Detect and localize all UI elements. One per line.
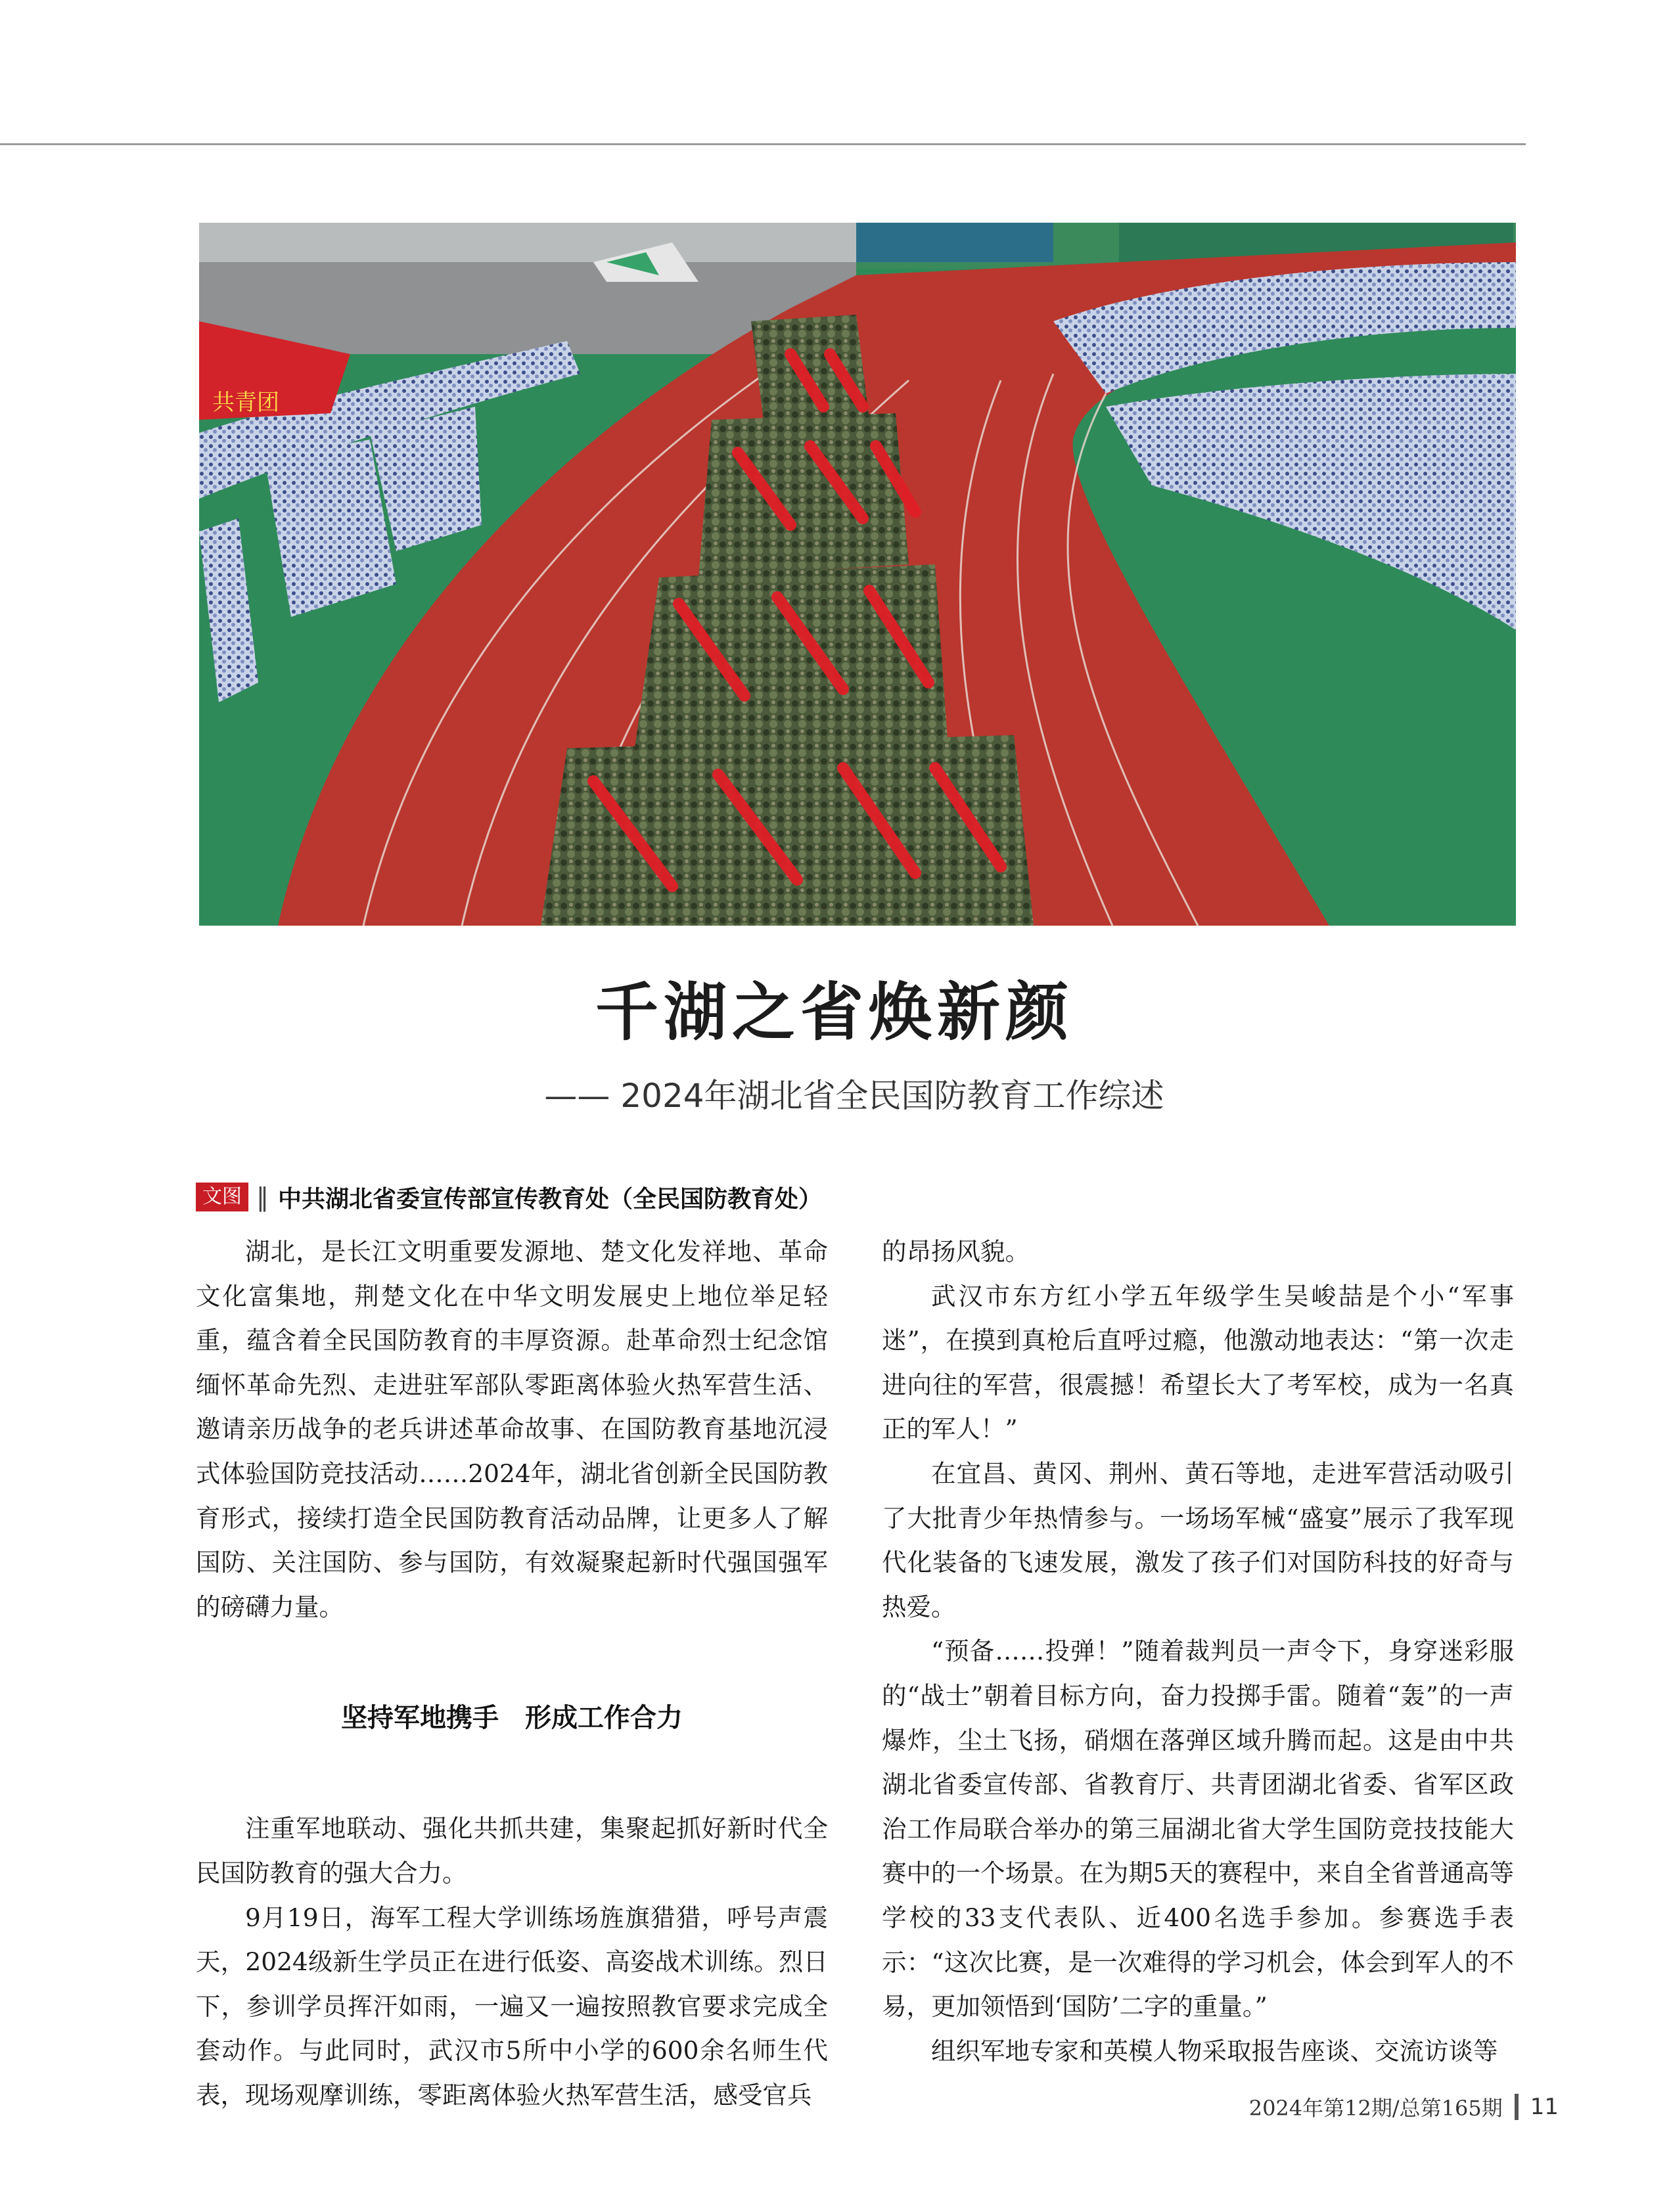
paragraph: 9月19日，海军工程大学训练场旌旗猎猎，呼号声震天，2024级新生学员正在进行低姿、高姿战术训练。烈日下，参训学员挥汗如雨，一遍又一遍按照教官要求完成全套动作。与此同时，武汉市5所中小学的600余名师生代表，现场观摩训练，零距离体验火热军营生活，感受官兵 — [196, 1903, 828, 2110]
paragraph: “预备……投弹！”随着裁判员一声令下，身穿迷彩服的“战士”朝着目标方向，奋力投掷手雷。随着“轰”的一声爆炸，尘土飞扬，硝烟在落弹区域升腾而起。这是由中共湖北省委宣传部、省教育厅、共青团湖北省委、省军区政治工作局联合举办的第三届湖北省大学生国防竞技技能大赛中的一个场景。在为期5天的赛程中，来自全省普通高等学校的33支代表队、近400名选手参加。参赛选手表示：“这次比赛，是一次难得的学习机会，体会到军人的不易，更加领悟到‘国防’二字的重量。” — [882, 1636, 1514, 2021]
parade-photo — [199, 223, 1516, 926]
paragraph-continuation: 的昂扬风貌。 — [882, 1237, 1030, 1266]
footer-divider — [1515, 2094, 1519, 2120]
top-rule — [0, 143, 1526, 145]
intro-paragraph: 湖北，是长江文明重要发源地、楚文化发祥地、革命文化富集地，荆楚文化在中华文明发展史上地位举足轻重，蕴含着全民国防教育的丰厚资源。赴革命烈士纪念馆缅怀革命先烈、走进驻军部队零距离体验火热军营生活、邀请亲历战争的老兵讲述革命故事、在国防教育基地沉浸式体验国防竞技活动……2024年，湖北省创新全民国防教育形式，接续打造全民国防教育活动品牌，让更多人了解国防、关注国防、参与国防，有效凝聚起新时代强国强军的磅礴力量。 — [196, 1237, 828, 1621]
right-column — [882, 1230, 1514, 2073]
page-footer — [1249, 2092, 1559, 2122]
issue-info: 2024年第12期/总第165期 — [1248, 2096, 1503, 2121]
paragraph: 武汉市东方红小学五年级学生吴峻喆是个小“军事迷”，在摸到真枪后直呼过瘾，他激动地表达：“第一次走进向往的军营，很震撼！希望长大了考军校，成为一名真正的军人！” — [882, 1281, 1514, 1444]
byline-separator: ‖ — [256, 1183, 269, 1211]
byline-tag: 文图 — [196, 1183, 248, 1211]
left-column — [196, 1230, 828, 2118]
byline — [196, 1181, 822, 1213]
page-number: 11 — [1530, 2094, 1559, 2120]
section-heading: 坚持军地携手 形成工作合力 — [341, 1703, 683, 1734]
article-subtitle: —— 2024年湖北省全民国防教育工作综述 — [544, 1077, 1164, 1115]
paragraph: 在宜昌、黄冈、荆州、黄石等地，走进军营活动吸引了大批青少年热情参与。一场场军械“盛宴”展示了我军现代化装备的飞速发展，激发了孩子们对国防科技的好奇与热爱。 — [882, 1458, 1514, 1621]
photo-banner-text: 共青团 — [212, 390, 279, 416]
byline-author: 中共湖北省委宣传部宣传教育处（全民国防教育处） — [278, 1185, 823, 1213]
article-title: 千湖之省焕新颜 — [595, 976, 1074, 1049]
paragraph: 注重军地联动、强化共抓共建，集聚起抓好新时代全民国防教育的强大合力。 — [196, 1814, 828, 1887]
paragraph: 组织军地专家和英模人物采取报告座谈、交流访谈等 — [931, 2036, 1498, 2065]
